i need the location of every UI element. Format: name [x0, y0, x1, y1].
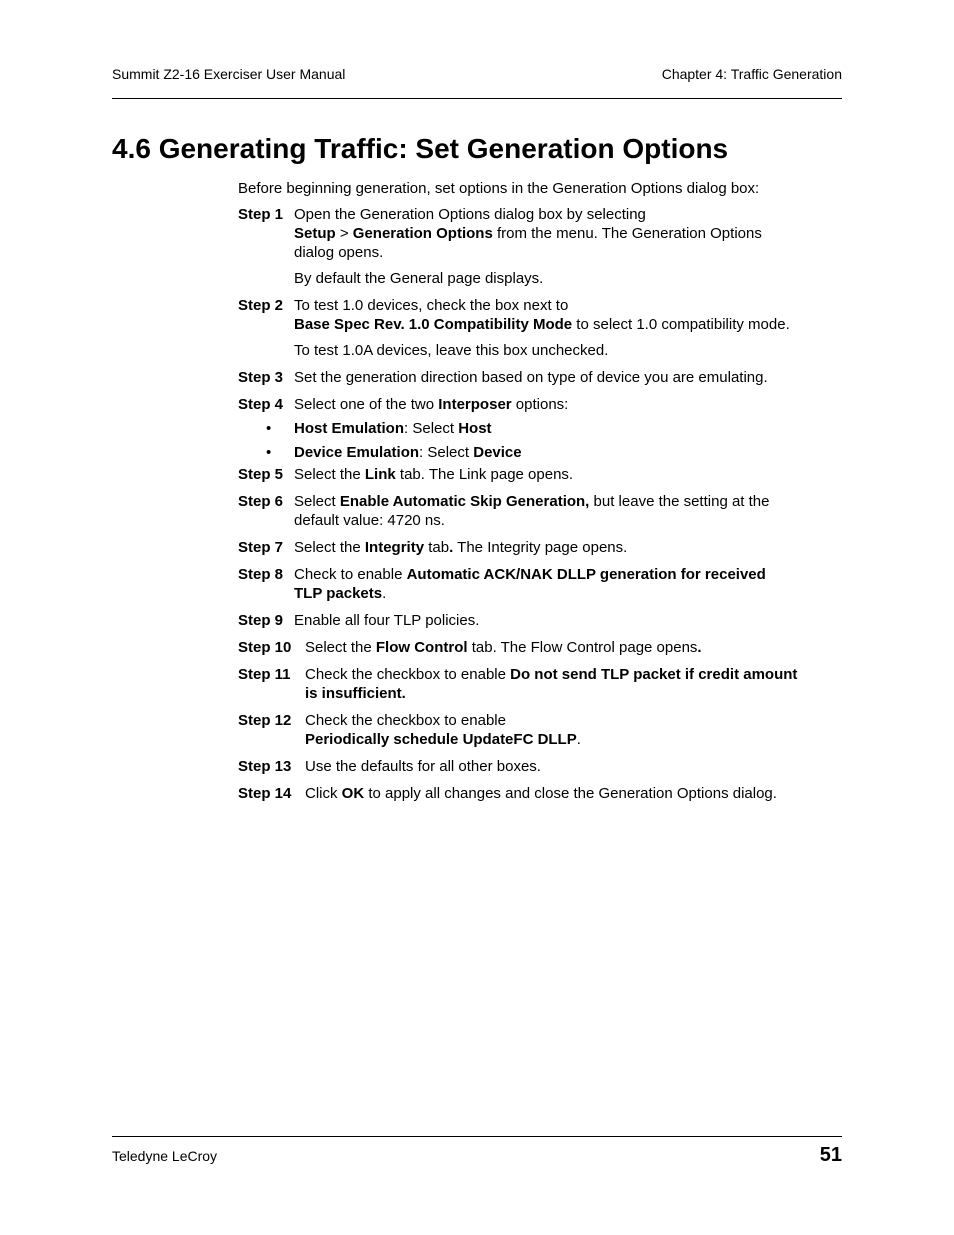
step-13 [238, 757, 798, 776]
step-label: Step 3 [238, 369, 284, 386]
chapter-title: Chapter 4: Traffic Generation [661, 66, 842, 82]
step-text: Enable all four TLP policies. [294, 612, 480, 629]
bullet-icon: • [266, 444, 272, 461]
step-label: Step 14 [238, 785, 292, 802]
step-text: Select the Flow Control tab. The Flow Control page opens. [305, 639, 702, 656]
step-text: To test 1.0 devices, check the box next to Base Spec Rev. 1.0 Compatibility Mode to select 1.0 compatibility mode. [294, 297, 790, 333]
step-label: Step 4 [238, 396, 284, 413]
step-6 [238, 492, 798, 530]
page-number: 51 [819, 1144, 842, 1166]
step-text: Set the generation direction based on type of device you are emulating. [294, 369, 768, 386]
step-label: Step 10 [238, 639, 292, 656]
step-note: To test 1.0A devices, leave this box unchecked. [294, 342, 609, 359]
step-label: Step 9 [238, 612, 284, 629]
list-item: • Host Emulation: Select Host [266, 420, 492, 437]
step-11 [238, 665, 798, 703]
step-label: Step 12 [238, 712, 292, 729]
step-label: Step 11 [238, 666, 291, 683]
manual-title: Summit Z2-16 Exerciser User Manual [112, 66, 346, 82]
step-2 [238, 296, 798, 360]
step-note: By default the General page displays. [294, 270, 544, 287]
step-text: Select the Integrity tab. The Integrity page opens. [294, 539, 628, 556]
footer-rule [112, 1136, 842, 1137]
step-text: Check the checkbox to enable Do not send TLP packet if credit amount is insufficient. [305, 666, 798, 702]
step-text: Select the Link tab. The Link page opens. [294, 466, 574, 483]
step-10 [238, 638, 798, 657]
step-5 [238, 465, 798, 484]
section-content [238, 179, 798, 811]
step-14 [238, 784, 798, 803]
step-text: Check the checkbox to enable Periodically schedule UpdateFC DLLP. [305, 712, 581, 748]
step-label: Step 13 [238, 758, 292, 775]
step-label: Step 1 [238, 206, 284, 223]
step-label: Step 2 [238, 297, 284, 314]
step-text: Click OK to apply all changes and close the Generation Options dialog. [305, 785, 777, 802]
step-7 [238, 538, 798, 557]
step-4 [238, 395, 798, 414]
step-8 [238, 565, 798, 603]
step-label: Step 6 [238, 493, 284, 510]
step-1 [238, 205, 798, 288]
step-12 [238, 711, 798, 749]
list-item: • Device Emulation: Select Device [266, 444, 522, 461]
step-label: Step 7 [238, 539, 284, 556]
intro-paragraph: Before beginning generation, set options in the Generation Options dialog box: [238, 180, 760, 197]
step-text: Use the defaults for all other boxes. [305, 758, 541, 775]
interposer-options-list [238, 419, 798, 462]
bullet-icon: • [266, 420, 272, 437]
header-rule [112, 98, 842, 99]
step-text: Check to enable Automatic ACK/NAK DLLP generation for received TLP packets. [294, 566, 766, 602]
step-label: Step 8 [238, 566, 284, 583]
step-text: Select one of the two Interposer options: [294, 396, 569, 413]
step-label: Step 5 [238, 466, 284, 483]
section-title: 4.6 Generating Traffic: Set Generation Options [112, 133, 729, 164]
step-9 [238, 611, 798, 630]
step-text: Open the Generation Options dialog box by selecting Setup > Generation Options from the menu. The Generation Options dialog opens. [294, 206, 762, 261]
footer-company: Teledyne LeCroy [112, 1148, 218, 1164]
step-text: Select Enable Automatic Skip Generation, but leave the setting at the default value: 4720 ns. [294, 493, 770, 529]
step-3 [238, 368, 798, 387]
